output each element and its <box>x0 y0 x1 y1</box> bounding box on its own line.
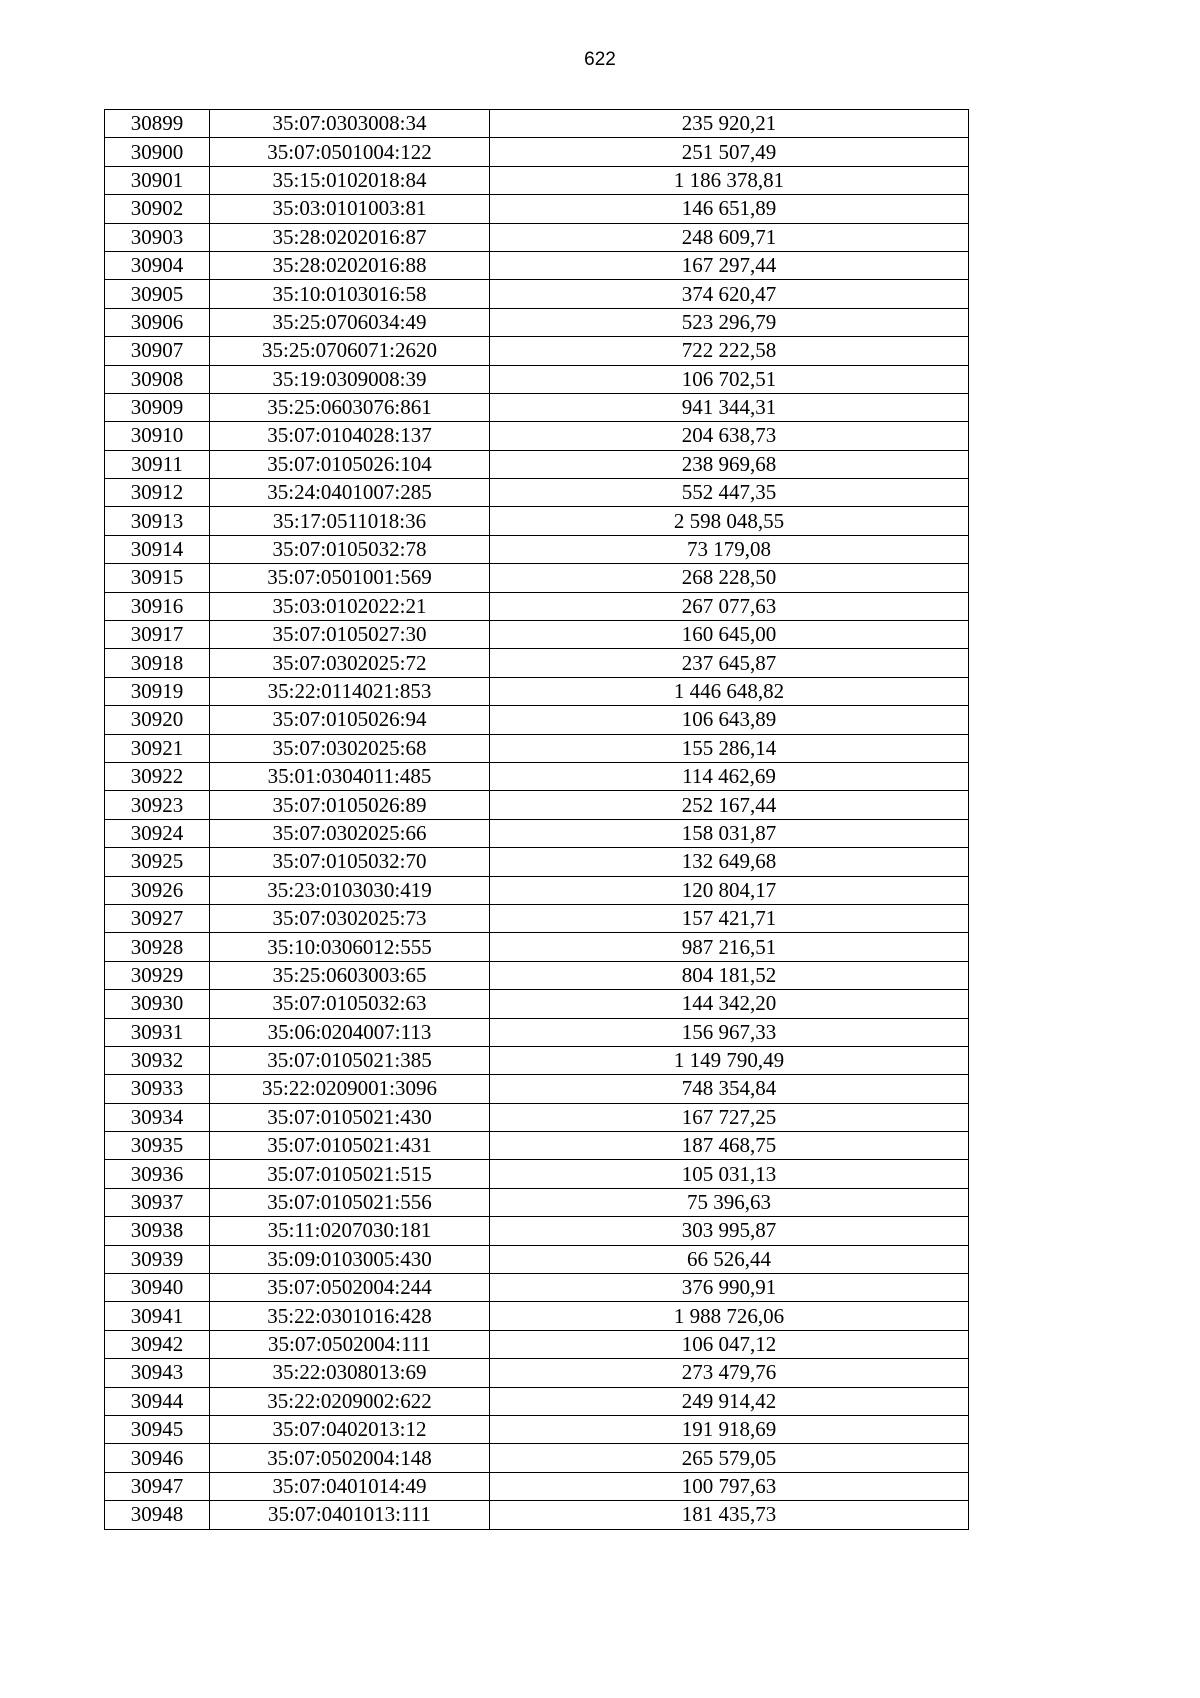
cadastral-number-cell: 35:07:0502004:111 <box>210 1330 490 1358</box>
cadastral-number-cell: 35:11:0207030:181 <box>210 1217 490 1245</box>
row-number-cell: 30900 <box>105 138 210 166</box>
cadastral-number-cell: 35:01:0304011:485 <box>210 762 490 790</box>
row-number-cell: 30906 <box>105 308 210 336</box>
cadastral-value-cell: 1 149 790,49 <box>490 1046 969 1074</box>
table-row <box>105 649 969 677</box>
cadastral-number-cell: 35:23:0103030:419 <box>210 876 490 904</box>
row-number-cell: 30922 <box>105 762 210 790</box>
cadastral-value-cell: 722 222,58 <box>490 337 969 365</box>
cadastral-number-cell: 35:07:0302025:72 <box>210 649 490 677</box>
cadastral-value-cell: 1 446 648,82 <box>490 677 969 705</box>
row-number-cell: 30918 <box>105 649 210 677</box>
cadastral-number-cell: 35:07:0105021:385 <box>210 1046 490 1074</box>
table-row <box>105 1188 969 1216</box>
cadastral-number-cell: 35:07:0105026:104 <box>210 450 490 478</box>
cadastral-number-cell: 35:22:0308013:69 <box>210 1359 490 1387</box>
cadastral-value-cell: 187 468,75 <box>490 1132 969 1160</box>
page-number: 622 <box>584 49 616 70</box>
cadastral-value-cell: 376 990,91 <box>490 1274 969 1302</box>
row-number-cell: 30912 <box>105 479 210 507</box>
cadastral-number-cell: 35:25:0706071:2620 <box>210 337 490 365</box>
cadastral-value-cell: 235 920,21 <box>490 110 969 138</box>
cadastral-number-cell: 35:25:0706034:49 <box>210 308 490 336</box>
table-row <box>105 337 969 365</box>
row-number-cell: 30941 <box>105 1302 210 1330</box>
table-row <box>105 1217 969 1245</box>
cadastral-value-cell: 303 995,87 <box>490 1217 969 1245</box>
table-row <box>105 1415 969 1443</box>
table-row <box>105 138 969 166</box>
table-row <box>105 1302 969 1330</box>
table-row <box>105 1501 969 1529</box>
cadastral-number-cell: 35:07:0302025:66 <box>210 819 490 847</box>
cadastral-value-cell: 268 228,50 <box>490 564 969 592</box>
cadastral-number-cell: 35:07:0105021:431 <box>210 1132 490 1160</box>
row-number-cell: 30899 <box>105 110 210 138</box>
table-row <box>105 308 969 336</box>
row-number-cell: 30913 <box>105 507 210 535</box>
cadastral-value-cell: 238 969,68 <box>490 450 969 478</box>
cadastral-number-cell: 35:07:0105032:78 <box>210 535 490 563</box>
cadastral-value-cell: 265 579,05 <box>490 1444 969 1472</box>
row-number-cell: 30924 <box>105 819 210 847</box>
table-row <box>105 1359 969 1387</box>
cadastral-number-cell: 35:07:0302025:68 <box>210 734 490 762</box>
table-row <box>105 990 969 1018</box>
table-row <box>105 1046 969 1074</box>
table-row <box>105 422 969 450</box>
cadastral-number-cell: 35:07:0401013:111 <box>210 1501 490 1529</box>
cadastral-number-cell: 35:07:0502004:148 <box>210 1444 490 1472</box>
cadastral-value-cell: 374 620,47 <box>490 280 969 308</box>
table-row <box>105 1387 969 1415</box>
table-row <box>105 848 969 876</box>
row-number-cell: 30947 <box>105 1472 210 1500</box>
table-row <box>105 1103 969 1131</box>
cadastral-number-cell: 35:22:0209001:3096 <box>210 1075 490 1103</box>
table-row <box>105 393 969 421</box>
row-number-cell: 30925 <box>105 848 210 876</box>
row-number-cell: 30934 <box>105 1103 210 1131</box>
table-row <box>105 1472 969 1500</box>
table-row <box>105 762 969 790</box>
cadastral-value-cell: 156 967,33 <box>490 1018 969 1046</box>
table-row <box>105 365 969 393</box>
cadastral-number-cell: 35:28:0202016:87 <box>210 223 490 251</box>
row-number-cell: 30928 <box>105 933 210 961</box>
row-number-cell: 30914 <box>105 535 210 563</box>
row-number-cell: 30931 <box>105 1018 210 1046</box>
table-row <box>105 280 969 308</box>
table-row <box>105 223 969 251</box>
cadastral-value-cell: 100 797,63 <box>490 1472 969 1500</box>
cadastral-number-cell: 35:06:0204007:113 <box>210 1018 490 1046</box>
row-number-cell: 30917 <box>105 621 210 649</box>
cadastral-value-cell: 1 186 378,81 <box>490 166 969 194</box>
table-row <box>105 564 969 592</box>
table-row <box>105 535 969 563</box>
table-row <box>105 1018 969 1046</box>
cadastral-value-cell: 181 435,73 <box>490 1501 969 1529</box>
cadastral-value-cell: 146 651,89 <box>490 195 969 223</box>
cadastral-number-cell: 35:24:0401007:285 <box>210 479 490 507</box>
cadastral-value-cell: 160 645,00 <box>490 621 969 649</box>
table-row <box>105 819 969 847</box>
row-number-cell: 30915 <box>105 564 210 592</box>
cadastral-number-cell: 35:07:0105026:89 <box>210 791 490 819</box>
row-number-cell: 30940 <box>105 1274 210 1302</box>
cadastral-value-cell: 251 507,49 <box>490 138 969 166</box>
cadastral-value-cell: 273 479,76 <box>490 1359 969 1387</box>
cadastral-value-cell: 204 638,73 <box>490 422 969 450</box>
cadastral-number-cell: 35:07:0303008:34 <box>210 110 490 138</box>
cadastral-value-cell: 155 286,14 <box>490 734 969 762</box>
cadastral-value-cell: 804 181,52 <box>490 961 969 989</box>
row-number-cell: 30903 <box>105 223 210 251</box>
table-row <box>105 621 969 649</box>
cadastral-number-cell: 35:22:0114021:853 <box>210 677 490 705</box>
cadastral-value-cell: 523 296,79 <box>490 308 969 336</box>
table-row <box>105 195 969 223</box>
cadastral-value-cell: 106 643,89 <box>490 706 969 734</box>
table-row <box>105 904 969 932</box>
table-row <box>105 933 969 961</box>
cadastral-number-cell: 35:10:0306012:555 <box>210 933 490 961</box>
cadastral-number-cell: 35:03:0101003:81 <box>210 195 490 223</box>
cadastral-value-cell: 144 342,20 <box>490 990 969 1018</box>
table-row <box>105 677 969 705</box>
cadastral-value-cell: 75 396,63 <box>490 1188 969 1216</box>
row-number-cell: 30930 <box>105 990 210 1018</box>
row-number-cell: 30905 <box>105 280 210 308</box>
cadastral-value-cell: 158 031,87 <box>490 819 969 847</box>
table-row <box>105 450 969 478</box>
row-number-cell: 30901 <box>105 166 210 194</box>
table-row <box>105 1160 969 1188</box>
row-number-cell: 30935 <box>105 1132 210 1160</box>
cadastral-value-cell: 248 609,71 <box>490 223 969 251</box>
row-number-cell: 30923 <box>105 791 210 819</box>
table-row <box>105 1444 969 1472</box>
table-row <box>105 479 969 507</box>
row-number-cell: 30907 <box>105 337 210 365</box>
cadastral-number-cell: 35:07:0105027:30 <box>210 621 490 649</box>
row-number-cell: 30927 <box>105 904 210 932</box>
row-number-cell: 30943 <box>105 1359 210 1387</box>
row-number-cell: 30910 <box>105 422 210 450</box>
row-number-cell: 30944 <box>105 1387 210 1415</box>
row-number-cell: 30948 <box>105 1501 210 1529</box>
cadastral-number-cell: 35:25:0603076:861 <box>210 393 490 421</box>
cadastral-value-cell: 105 031,13 <box>490 1160 969 1188</box>
cadastral-number-cell: 35:07:0501001:569 <box>210 564 490 592</box>
row-number-cell: 30921 <box>105 734 210 762</box>
cadastral-value-cell: 106 047,12 <box>490 1330 969 1358</box>
cadastral-number-cell: 35:03:0102022:21 <box>210 592 490 620</box>
cadastral-number-cell: 35:17:0511018:36 <box>210 507 490 535</box>
table-row <box>105 961 969 989</box>
row-number-cell: 30945 <box>105 1415 210 1443</box>
table-row <box>105 1245 969 1273</box>
table-row <box>105 734 969 762</box>
table-row <box>105 1075 969 1103</box>
cadastral-number-cell: 35:10:0103016:58 <box>210 280 490 308</box>
row-number-cell: 30902 <box>105 195 210 223</box>
table-row <box>105 110 969 138</box>
cadastral-value-cell: 73 179,08 <box>490 535 969 563</box>
cadastral-value-cell: 157 421,71 <box>490 904 969 932</box>
cadastral-number-cell: 35:28:0202016:88 <box>210 251 490 279</box>
cadastral-number-cell: 35:07:0302025:73 <box>210 904 490 932</box>
cadastral-number-cell: 35:07:0105021:556 <box>210 1188 490 1216</box>
cadastral-value-cell: 167 297,44 <box>490 251 969 279</box>
row-number-cell: 30904 <box>105 251 210 279</box>
row-number-cell: 30919 <box>105 677 210 705</box>
cadastral-value-cell: 167 727,25 <box>490 1103 969 1131</box>
cadastral-value-cell: 1 988 726,06 <box>490 1302 969 1330</box>
cadastral-value-cell: 748 354,84 <box>490 1075 969 1103</box>
table-row <box>105 791 969 819</box>
cadastral-value-cell: 120 804,17 <box>490 876 969 904</box>
cadastral-value-cell: 191 918,69 <box>490 1415 969 1443</box>
cadastral-number-cell: 35:07:0105021:515 <box>210 1160 490 1188</box>
row-number-cell: 30936 <box>105 1160 210 1188</box>
table-row <box>105 251 969 279</box>
cadastral-value-table <box>104 109 969 1530</box>
cadastral-number-cell: 35:07:0105021:430 <box>210 1103 490 1131</box>
cadastral-number-cell: 35:07:0105032:70 <box>210 848 490 876</box>
cadastral-value-cell: 106 702,51 <box>490 365 969 393</box>
row-number-cell: 30939 <box>105 1245 210 1273</box>
cadastral-number-cell: 35:07:0105032:63 <box>210 990 490 1018</box>
cadastral-value-cell: 552 447,35 <box>490 479 969 507</box>
row-number-cell: 30909 <box>105 393 210 421</box>
cadastral-value-cell: 941 344,31 <box>490 393 969 421</box>
row-number-cell: 30937 <box>105 1188 210 1216</box>
cadastral-number-cell: 35:19:0309008:39 <box>210 365 490 393</box>
cadastral-number-cell: 35:07:0105026:94 <box>210 706 490 734</box>
row-number-cell: 30920 <box>105 706 210 734</box>
cadastral-value-cell: 2 598 048,55 <box>490 507 969 535</box>
cadastral-value-cell: 114 462,69 <box>490 762 969 790</box>
table-row <box>105 706 969 734</box>
cadastral-value-cell: 987 216,51 <box>490 933 969 961</box>
table-row <box>105 876 969 904</box>
row-number-cell: 30908 <box>105 365 210 393</box>
row-number-cell: 30911 <box>105 450 210 478</box>
cadastral-value-cell: 249 914,42 <box>490 1387 969 1415</box>
table-row <box>105 1274 969 1302</box>
row-number-cell: 30942 <box>105 1330 210 1358</box>
cadastral-number-cell: 35:07:0401014:49 <box>210 1472 490 1500</box>
cadastral-value-cell: 132 649,68 <box>490 848 969 876</box>
cadastral-value-cell: 252 167,44 <box>490 791 969 819</box>
row-number-cell: 30932 <box>105 1046 210 1074</box>
cadastral-number-cell: 35:09:0103005:430 <box>210 1245 490 1273</box>
cadastral-number-cell: 35:15:0102018:84 <box>210 166 490 194</box>
cadastral-value-cell: 66 526,44 <box>490 1245 969 1273</box>
cadastral-value-cell: 237 645,87 <box>490 649 969 677</box>
cadastral-number-cell: 35:07:0104028:137 <box>210 422 490 450</box>
table-row <box>105 507 969 535</box>
cadastral-number-cell: 35:07:0502004:244 <box>210 1274 490 1302</box>
table-row <box>105 166 969 194</box>
cadastral-number-cell: 35:22:0301016:428 <box>210 1302 490 1330</box>
cadastral-value-cell: 267 077,63 <box>490 592 969 620</box>
row-number-cell: 30916 <box>105 592 210 620</box>
row-number-cell: 30946 <box>105 1444 210 1472</box>
row-number-cell: 30938 <box>105 1217 210 1245</box>
table-row <box>105 1330 969 1358</box>
cadastral-number-cell: 35:25:0603003:65 <box>210 961 490 989</box>
table-body <box>105 110 969 1530</box>
cadastral-number-cell: 35:22:0209002:622 <box>210 1387 490 1415</box>
table-row <box>105 1132 969 1160</box>
row-number-cell: 30929 <box>105 961 210 989</box>
row-number-cell: 30933 <box>105 1075 210 1103</box>
cadastral-number-cell: 35:07:0501004:122 <box>210 138 490 166</box>
row-number-cell: 30926 <box>105 876 210 904</box>
cadastral-number-cell: 35:07:0402013:12 <box>210 1415 490 1443</box>
table-row <box>105 592 969 620</box>
